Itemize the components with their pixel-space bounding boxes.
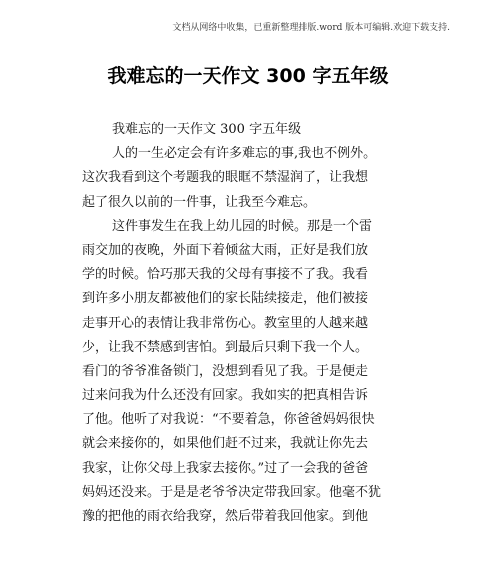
text-line: 这次我看到这个考题我的眼眶不禁湿润了，让我想 — [82, 170, 369, 186]
text-line: 我家，让你父母上我家去接你。”过了一会我的爸爸 — [82, 460, 369, 476]
document-title: 我难忘的一天作文 300 字五年级 — [107, 65, 389, 87]
text-line: 起了很久以前的一件事，让我至今难忘。 — [82, 194, 317, 210]
text-line: 人的一生必定会有许多难忘的事,我也不例外。 — [112, 146, 377, 162]
text-line: 过来问我为什么还没有回家。我如实的把真相告诉 — [82, 388, 369, 404]
text-line: 学的时候。恰巧那天我的父母有事接不了我。我看 — [82, 267, 369, 283]
text-line: 就会来接你的，如果他们赶不过来，我就让你先去 — [82, 436, 369, 452]
text-line: 雨交加的夜晚，外面下着倾盆大雨，正好是我们放 — [82, 242, 369, 258]
text-line: 了他。他听了对我说：“不要着急，你爸爸妈妈很快 — [82, 412, 375, 428]
text-line: 走事开心的表情让我非常伤心。教室里的人越来越 — [82, 315, 369, 331]
paragraph-intro — [82, 142, 418, 215]
text-line: 妈妈还没来。于是是老爷爷决定带我回家。他毫不犹 — [82, 484, 382, 500]
text-line: 到许多小朋友都被他们的家长陆续接走，他们被接 — [82, 291, 369, 307]
text-line: 豫的把他的雨衣给我穿，然后带着我回他家。到他 — [82, 509, 369, 524]
paragraph-story — [82, 215, 418, 529]
text-line: 少，让我不禁感到害怕。到最后只剩下我一个人。 — [82, 339, 369, 355]
text-line: 我难忘的一天作文 300 字五年级 — [112, 122, 302, 137]
text-line: 这件事发生在我上幼儿园的时候。那是一个雷 — [112, 218, 373, 234]
header-note: 文档从网络中收集，已重新整理排版.word 版本可编辑.欢迎下载支持. — [172, 23, 450, 33]
document-body — [82, 118, 418, 529]
text-line: 看门的爷爷准备锁门，没想到看见了我。于是便走 — [82, 363, 369, 379]
paragraph-subtitle — [82, 118, 418, 142]
